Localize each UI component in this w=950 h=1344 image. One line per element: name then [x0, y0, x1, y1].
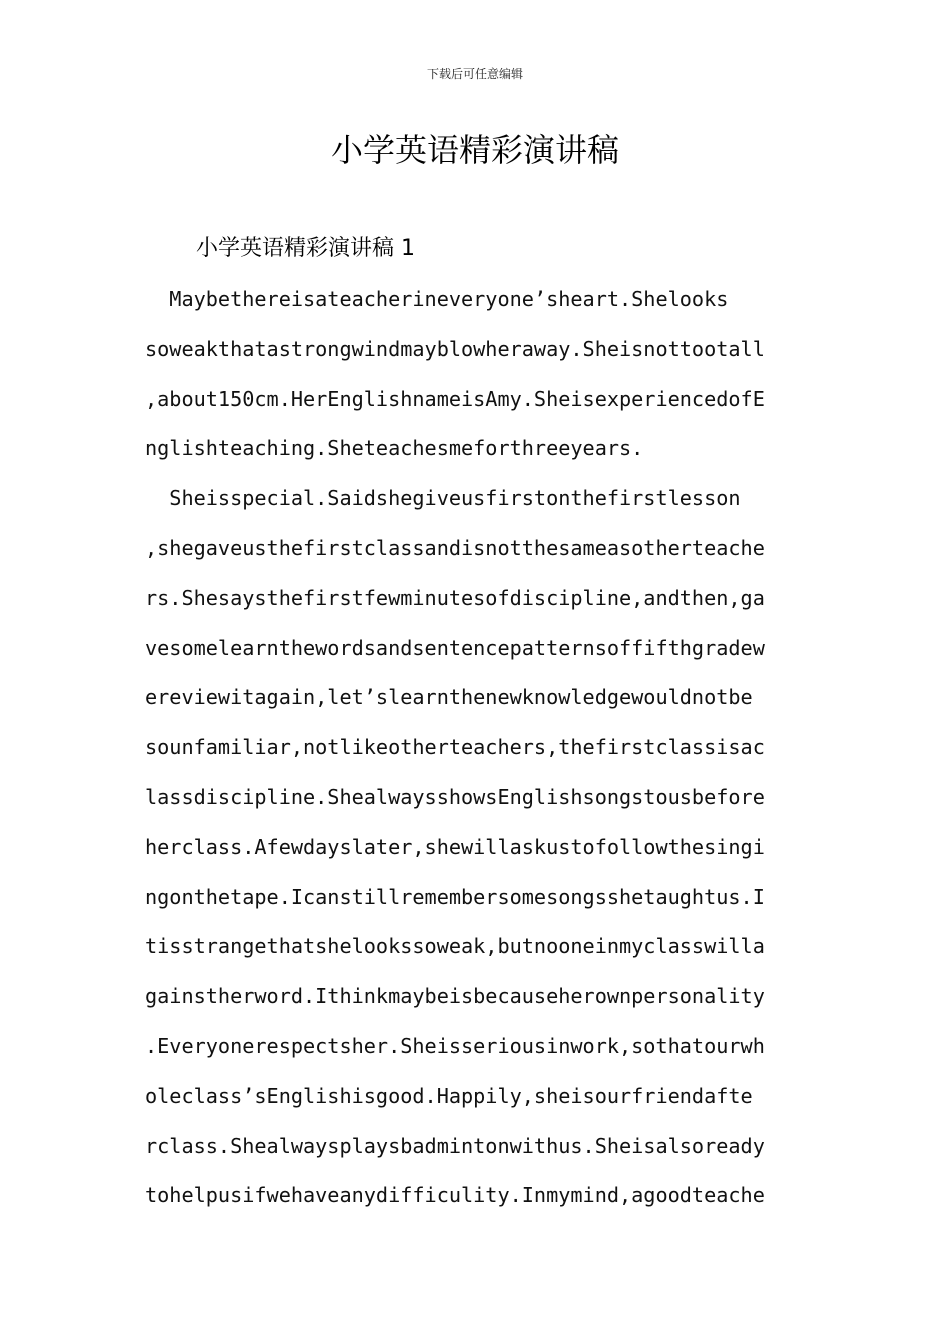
body-line: lassdiscipline.ShealwaysshowsEnglishsongstousbefore [145, 784, 765, 809]
body-line: ngonthetape.Icanstillremembersomesongsshetaughtus.I [145, 884, 765, 909]
body-line: soweakthatastrongwindmayblowheraway.Sheisnottootall [145, 336, 765, 361]
body-line: rs.Shesaysthefirstfewminutesofdiscipline,andthen,ga [145, 585, 765, 610]
body-line: ,about150cm.HerEnglishnameisAmy.SheisexperiencedofE [145, 386, 765, 411]
body-line: ereviewitagain,let’slearnthenewknowledgewouldnotbe [145, 685, 753, 710]
body-line: gainstherword.Ithinkmaybeisbecauseherownpersonality [145, 984, 765, 1009]
body-line: vesomelearnthewordsandsentencepatternsoffifthgradew [145, 635, 765, 660]
body-line: herclass.Afewdayslater,shewillaskustofollowthesingi [145, 834, 765, 859]
body-line: tisstrangethatshelookssoweak,butnooneinmyclasswilla [145, 934, 765, 959]
section-heading: 小学英语精彩演讲稿 1 [196, 236, 415, 261]
body-line: Maybethereisateacherineveryone’sheart.Shelooks [145, 287, 729, 311]
body-line: ,shegaveusthefirstclassandisnotthesameasotherteache [145, 535, 765, 560]
body-line: oleclass’sEnglishisgood.Happily,sheisourfriendafte [145, 1083, 753, 1108]
body-line: Sheisspecial.Saidshegiveusfirstonthefirstlesson [145, 486, 741, 511]
header-note: 下载后可任意编辑 [426, 67, 523, 81]
document-title: 小学英语精彩演讲稿 [330, 131, 619, 169]
body-line: .Everyonerespectsher.Sheisseriousinwork,sothatourwh [145, 1033, 765, 1058]
body-line: rclass.Shealwaysplaysbadmintonwithus.Sheisalsoready [145, 1133, 765, 1158]
body-line: nglishteaching.Sheteachesmeforthreeyears. [145, 436, 644, 461]
body-line: sounfamiliar,notlikeotherteachers,thefirstclassisac [145, 735, 765, 760]
body-line: tohelpusifwehaveanydifficulity.Inmymind,agoodteache [145, 1183, 765, 1208]
body-text [145, 275, 825, 1221]
